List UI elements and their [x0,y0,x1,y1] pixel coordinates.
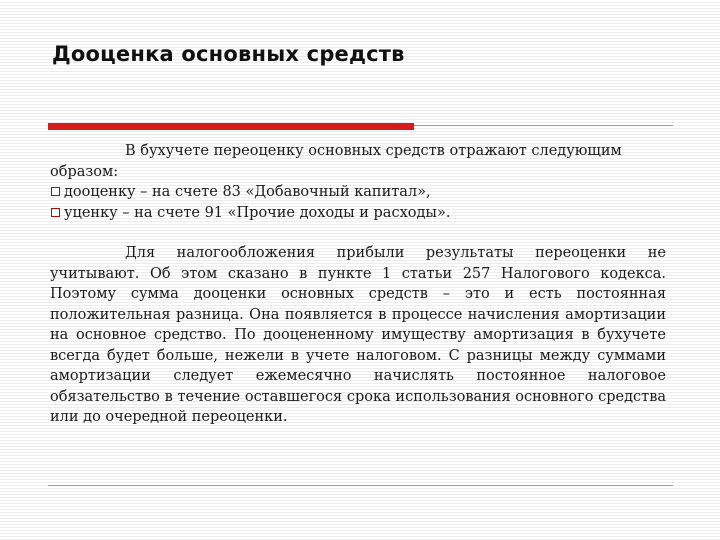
slide-body [50,141,666,428]
list-item-text: уценку – на счете 91 «Прочие доходы и расходы». [64,204,451,221]
slide-title: Дооценка основных средств [52,42,405,66]
intro-paragraph: В бухучете переоценку основных средств отражают следующим образом: [50,143,622,180]
square-bullet-icon [51,187,60,196]
tax-paragraph: Для налогообложения прибыли результаты переоценки не учитывают. Об этом сказано в пункте 1 статьи 257 Налогового кодекса. Поэтому сумма дооценки основных средств – это и есть постоянная положительная разница. Она появляется в процессе начисления амортизации на основное средство. По дооцененному имуществу амортизация в бухучете всегда будет больше, нежели в учете налоговом. С разницы между суммами амортизации следует ежемесячно начислять постоянное налоговое обязательство в течение оставшегося срока использования основного средства или до очередной переоценки. [50,245,666,425]
list-item [50,203,666,224]
list-item [50,182,666,203]
list-item-text: дооценку – на счете 83 «Добавочный капитал», [64,184,431,200]
header-accent-bar [48,123,414,130]
footer-divider [48,485,673,486]
square-bullet-icon [51,208,60,217]
